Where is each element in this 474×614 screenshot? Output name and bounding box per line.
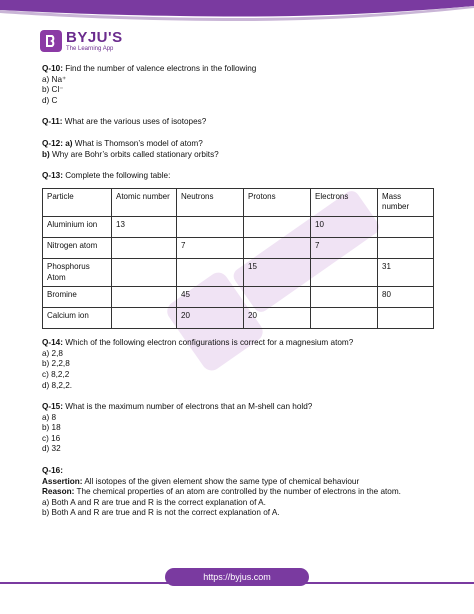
table-cell: Aluminium ion <box>43 216 112 237</box>
table-cell: 15 <box>244 258 311 286</box>
question-14: Q-14: Which of the following electron configurations is correct for a magnesium atom? <box>42 338 354 348</box>
table-cell <box>112 287 177 308</box>
brand-tagline: The Learning App <box>66 46 114 52</box>
table-cell <box>244 237 311 258</box>
q15-option: a) 8 <box>42 412 57 422</box>
table-header-cell: Electrons <box>311 188 378 216</box>
table-cell: Bromine <box>43 287 112 308</box>
table-row <box>43 308 434 329</box>
brand-name: BYJU'S <box>66 29 123 46</box>
worksheet-content <box>42 64 442 519</box>
q10-option: d) C <box>42 95 58 105</box>
table-header-cell: Atomic number <box>112 188 177 216</box>
table-row <box>43 216 434 237</box>
q14-option: d) 8,2,2. <box>42 380 73 390</box>
question-10: Q-10: Find the number of valence electrons in the following <box>42 64 257 73</box>
question-16: Q-16: <box>42 466 63 476</box>
question-12b: b) Why are Bohr’s orbits called stationary orbits? <box>42 149 219 159</box>
table-cell <box>311 308 378 329</box>
byjus-logo-icon <box>40 30 62 52</box>
table-cell: 7 <box>311 237 378 258</box>
footer-url-link[interactable]: https://byjus.com <box>165 568 309 586</box>
table-cell: 45 <box>177 287 244 308</box>
table-header-cell: Mass number <box>378 188 434 216</box>
table-cell: 10 <box>311 216 378 237</box>
table-cell <box>177 258 244 286</box>
element-table <box>42 188 434 329</box>
q16-option: a) Both A and R are true and R is the correct explanation of A. <box>42 497 266 507</box>
q14-option: a) 2,8 <box>42 348 63 358</box>
table-cell: 80 <box>378 287 434 308</box>
table-header-cell: Protons <box>244 188 311 216</box>
table-cell: 31 <box>378 258 434 286</box>
table-cell: 20 <box>177 308 244 329</box>
table-cell: 20 <box>244 308 311 329</box>
question-12a: Q-12: a) What is Thomson’s model of atom? <box>42 138 203 148</box>
q15-option: c) 16 <box>42 433 61 443</box>
q10-option: b) Cl⁻ <box>42 85 64 95</box>
table-cell <box>112 258 177 286</box>
table-cell <box>378 237 434 258</box>
byjus-logo <box>40 26 123 56</box>
table-cell <box>112 308 177 329</box>
table-header-row <box>43 188 434 216</box>
question-15: Q-15: What is the maximum number of electrons that an M-shell can hold? <box>42 402 313 412</box>
table-cell <box>177 216 244 237</box>
table-cell <box>244 216 311 237</box>
q10-option: a) Na⁺ <box>42 74 67 84</box>
table-header-cell: Particle <box>43 188 112 216</box>
table-cell <box>244 287 311 308</box>
q14-option: c) 8,2,2 <box>42 369 70 379</box>
q15-option: b) 18 <box>42 423 61 433</box>
question-11: Q-11: What are the various uses of isotopes? <box>42 117 207 127</box>
table-cell: Phosphorus Atom <box>43 258 112 286</box>
table-header-cell: Neutrons <box>177 188 244 216</box>
table-row <box>43 237 434 258</box>
question-13: Q-13: Complete the following table: <box>42 171 171 181</box>
q15-option: d) 32 <box>42 444 61 454</box>
q16-option: b) Both A and R are true and R is not the correct explanation of A. <box>42 508 280 518</box>
table-row <box>43 287 434 308</box>
table-row <box>43 258 434 286</box>
table-cell: 7 <box>177 237 244 258</box>
table-cell <box>112 237 177 258</box>
table-cell <box>378 216 434 237</box>
table-cell: Nitrogen atom <box>43 237 112 258</box>
q16-reason: Reason: The chemical properties of an atom are controlled by the number of electrons in the atom. <box>42 487 401 497</box>
q16-assertion: Assertion: All isotopes of the given element show the same type of chemical behaviour <box>42 476 360 486</box>
table-cell: Calcium ion <box>43 308 112 329</box>
q14-option: b) 2,2,8 <box>42 359 70 369</box>
table-cell <box>378 308 434 329</box>
table-cell <box>311 287 378 308</box>
table-cell <box>311 258 378 286</box>
table-cell: 13 <box>112 216 177 237</box>
